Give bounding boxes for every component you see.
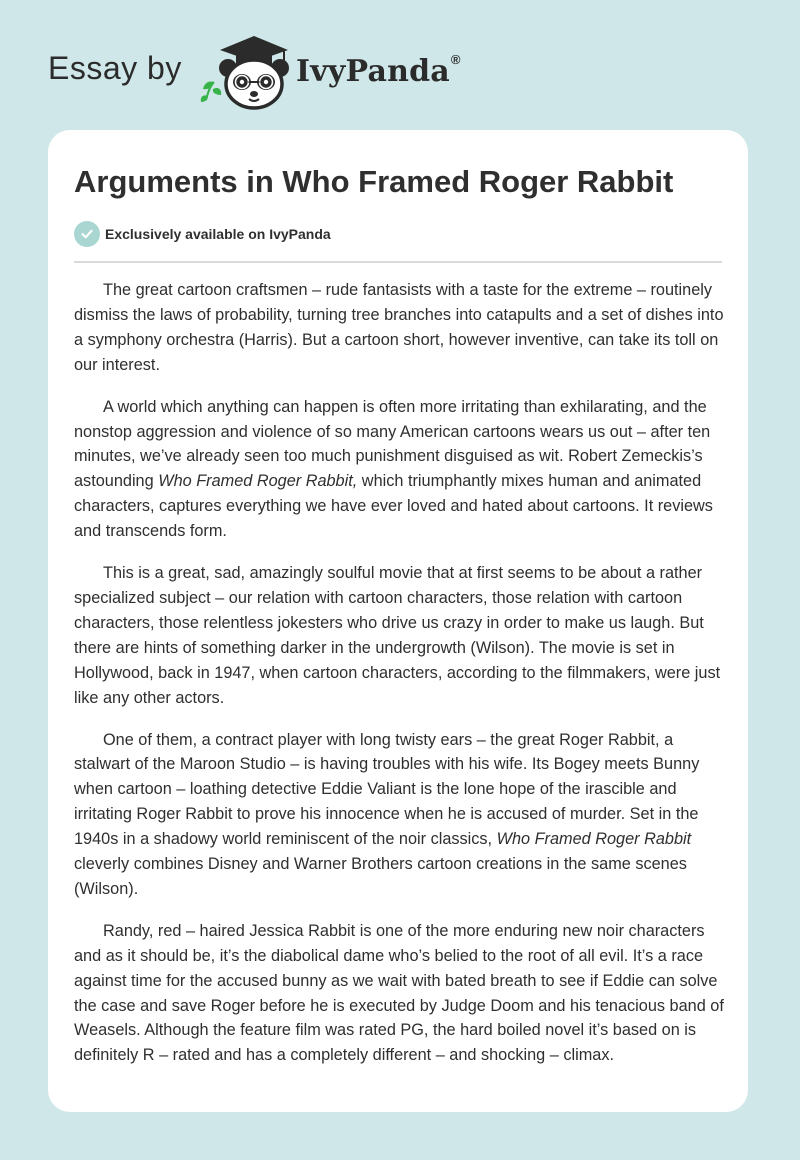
exclusive-badge-label: Exclusively available on IvyPanda [105, 226, 331, 242]
film-title-italic: Who Framed Roger Rabbit [496, 830, 692, 849]
site-header [48, 30, 508, 110]
film-title-italic: Who Framed Roger Rabbit, [158, 472, 358, 491]
divider [74, 261, 722, 263]
essay-paragraph-2: A world which anything can happen is often more irritating than exhilarating, and the nonstop aggression and violence of so many American cartoons wears us out – after ten minutes, we’ve already seen too much punishment disguised as wit. Robert Zemeckis’s astounding Who Framed Roger Rabbit, which triumphantly mixes human and animated characters, captures everything we have ever loved and hated about cartoons. It reviews and transcends form. [74, 397, 713, 541]
essay-paragraph-4: One of them, a contract player with long twisty ears – the great Roger Rabbit, a stalwart of the Maroon Studio – is having troubles with his wife. Its Bogey meets Bunny when cartoon – loathing detective Eddie Valiant is the lone hope of the irascible and irritating Roger Rabbit to prove his innocence when he is accused of murder. Set in the 1940s in a shadowy world reminiscent of the noir classics, Who Framed Roger Rabbit cleverly combines Disney and Warner Brothers cartoon creations in the same scenes (Wilson). [74, 730, 700, 898]
registered-mark: ® [450, 52, 461, 67]
essay-card [48, 130, 748, 1112]
essay-body [74, 278, 725, 1085]
essay-paragraph-5: Randy, red – haired Jessica Rabbit is one of the more enduring new noir characters and as it should be, it’s the diabolical dame who’s belied to the root of all evil. It’s a race against time for the accused bunny as we wait with bated breath to see if Eddie can solve the case and save Roger before he is executed by Judge Doom and his tenacious band of Weasels. Although the feature film was rated PG, the hard boiled novel it’s based on is definitely R – rated and has a completely different – and shocking – climax. [74, 921, 724, 1065]
brand-label: IvyPanda [296, 54, 450, 89]
essay-paragraph-3: This is a great, sad, amazingly soulful movie that at first seems to be about a rather specialized subject – our relation with cartoon characters, those relation with cartoon characters, those relentless jokesters who drive us crazy in order to make us laugh. But there are hints of something darker in the undergrowth (Wilson). The movie is set in Hollywood, back in 1947, when cartoon characters, according to the filmmakers, were just like any other actors. [74, 564, 721, 707]
brand-name[interactable] [296, 54, 461, 89]
panda-graduate-icon[interactable] [200, 34, 296, 110]
check-circle-icon [74, 221, 100, 247]
essay-paragraph-1: The great cartoon craftsmen – rude fantasists with a taste for the extreme – routinely dismiss the laws of probability, turning tree branches into catapults and a set of dishes into a symphony orchestra (Harris). But a cartoon short, however inventive, can take its toll on our interest. [74, 281, 724, 374]
exclusive-badge [74, 221, 331, 247]
page-title: Arguments in Who Framed Roger Rabbit [74, 164, 674, 199]
essay-by-label: Essay by [48, 50, 182, 86]
